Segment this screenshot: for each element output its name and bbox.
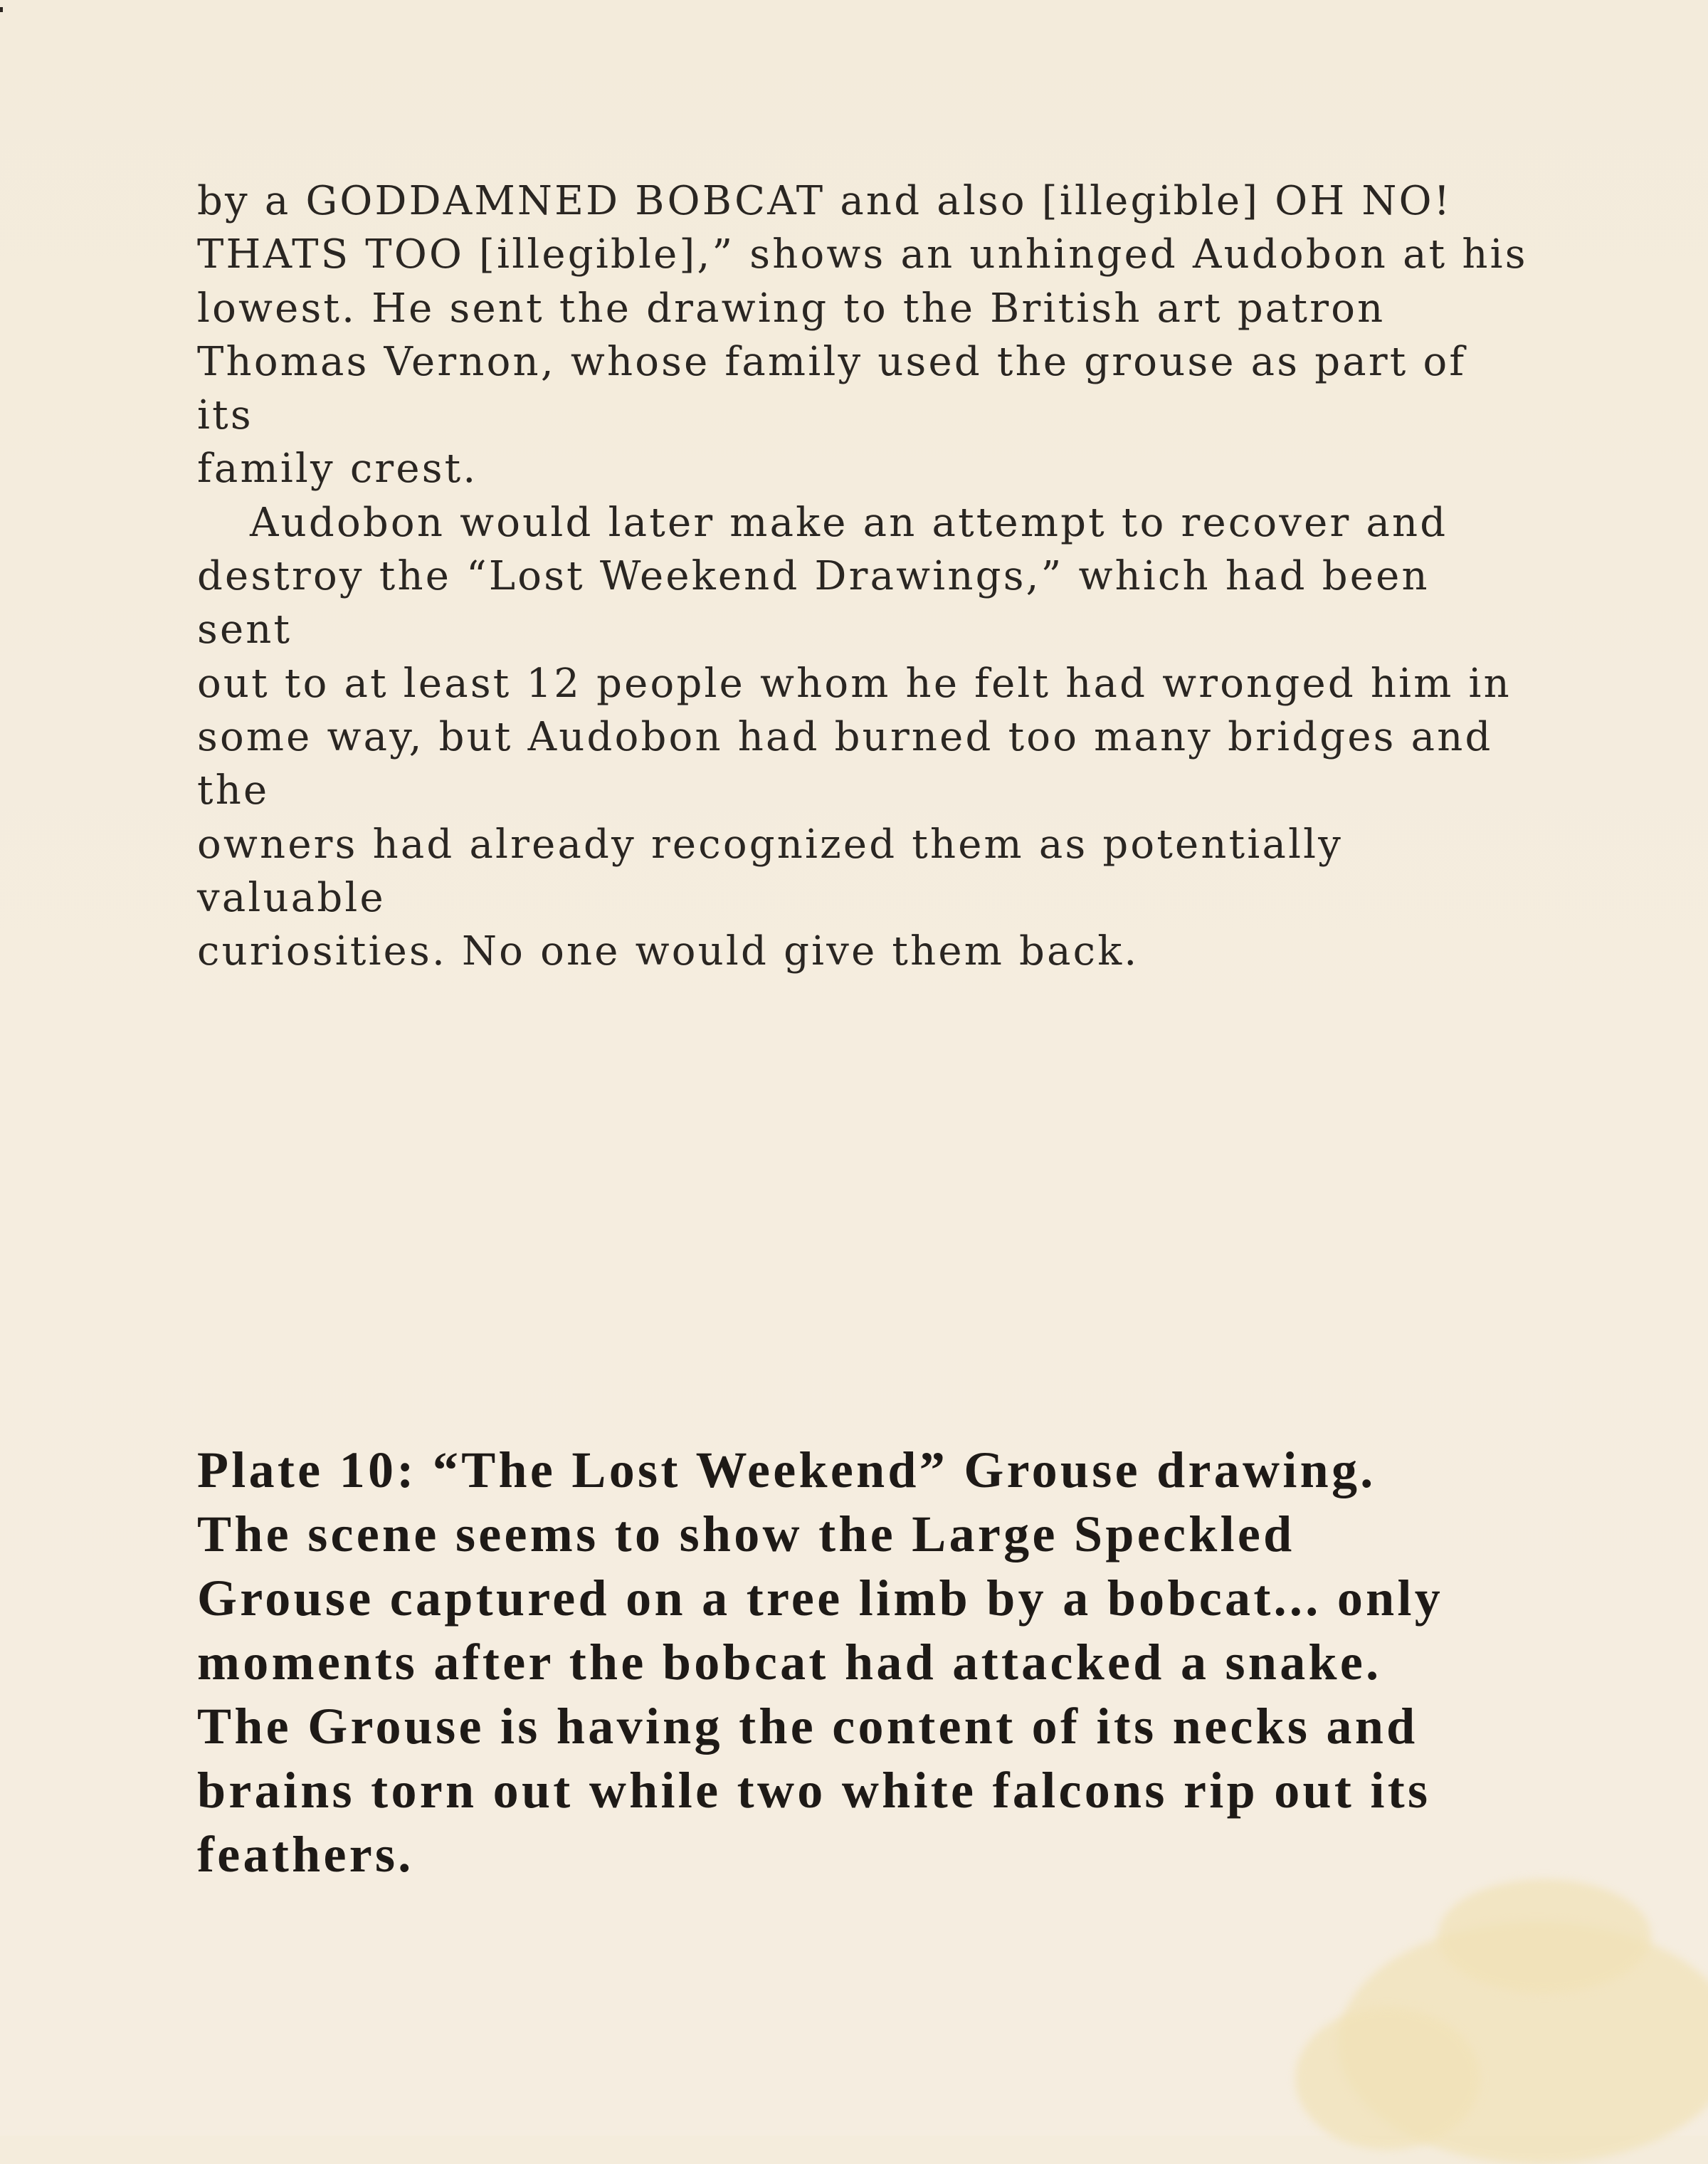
- paper-stain: [1295, 2007, 1480, 2150]
- paper-stain: [1438, 1879, 1651, 1993]
- plate-caption-text: Plate 10: “The Lost Weekend” Grouse drawing. The scene seems to show the Large Speckled Grouse captured on a tree limb by a bobcat... only moments after the bobcat had attacked a snake. The Grouse is having the content of its necks and brains torn out while two white falcons rip out its feathers.: [197, 1441, 1444, 1883]
- body-paragraph: Audobon would later make an attempt to recover and destroy the “Lost Weekend Drawings,” which had been sent out to at least 12 people whom he felt had wronged him in some way, but Audobon had burned too many bridges and the owners had already recognized them as potentially valuable curiosities. No one would give them back.: [197, 499, 1512, 975]
- page-mark: [0, 7, 3, 12]
- body-paragraph: by a GODDAMNED BOBCAT and also [illegible] OH NO! THATS TOO [illegible],” shows an unhinged Audobon at his lowest. He sent the drawing to the British art patron Thomas Vernon, whose family used the grouse as part of its family crest.: [197, 178, 1528, 493]
- body-text: [197, 174, 1535, 978]
- plate-caption: [197, 1438, 1549, 1886]
